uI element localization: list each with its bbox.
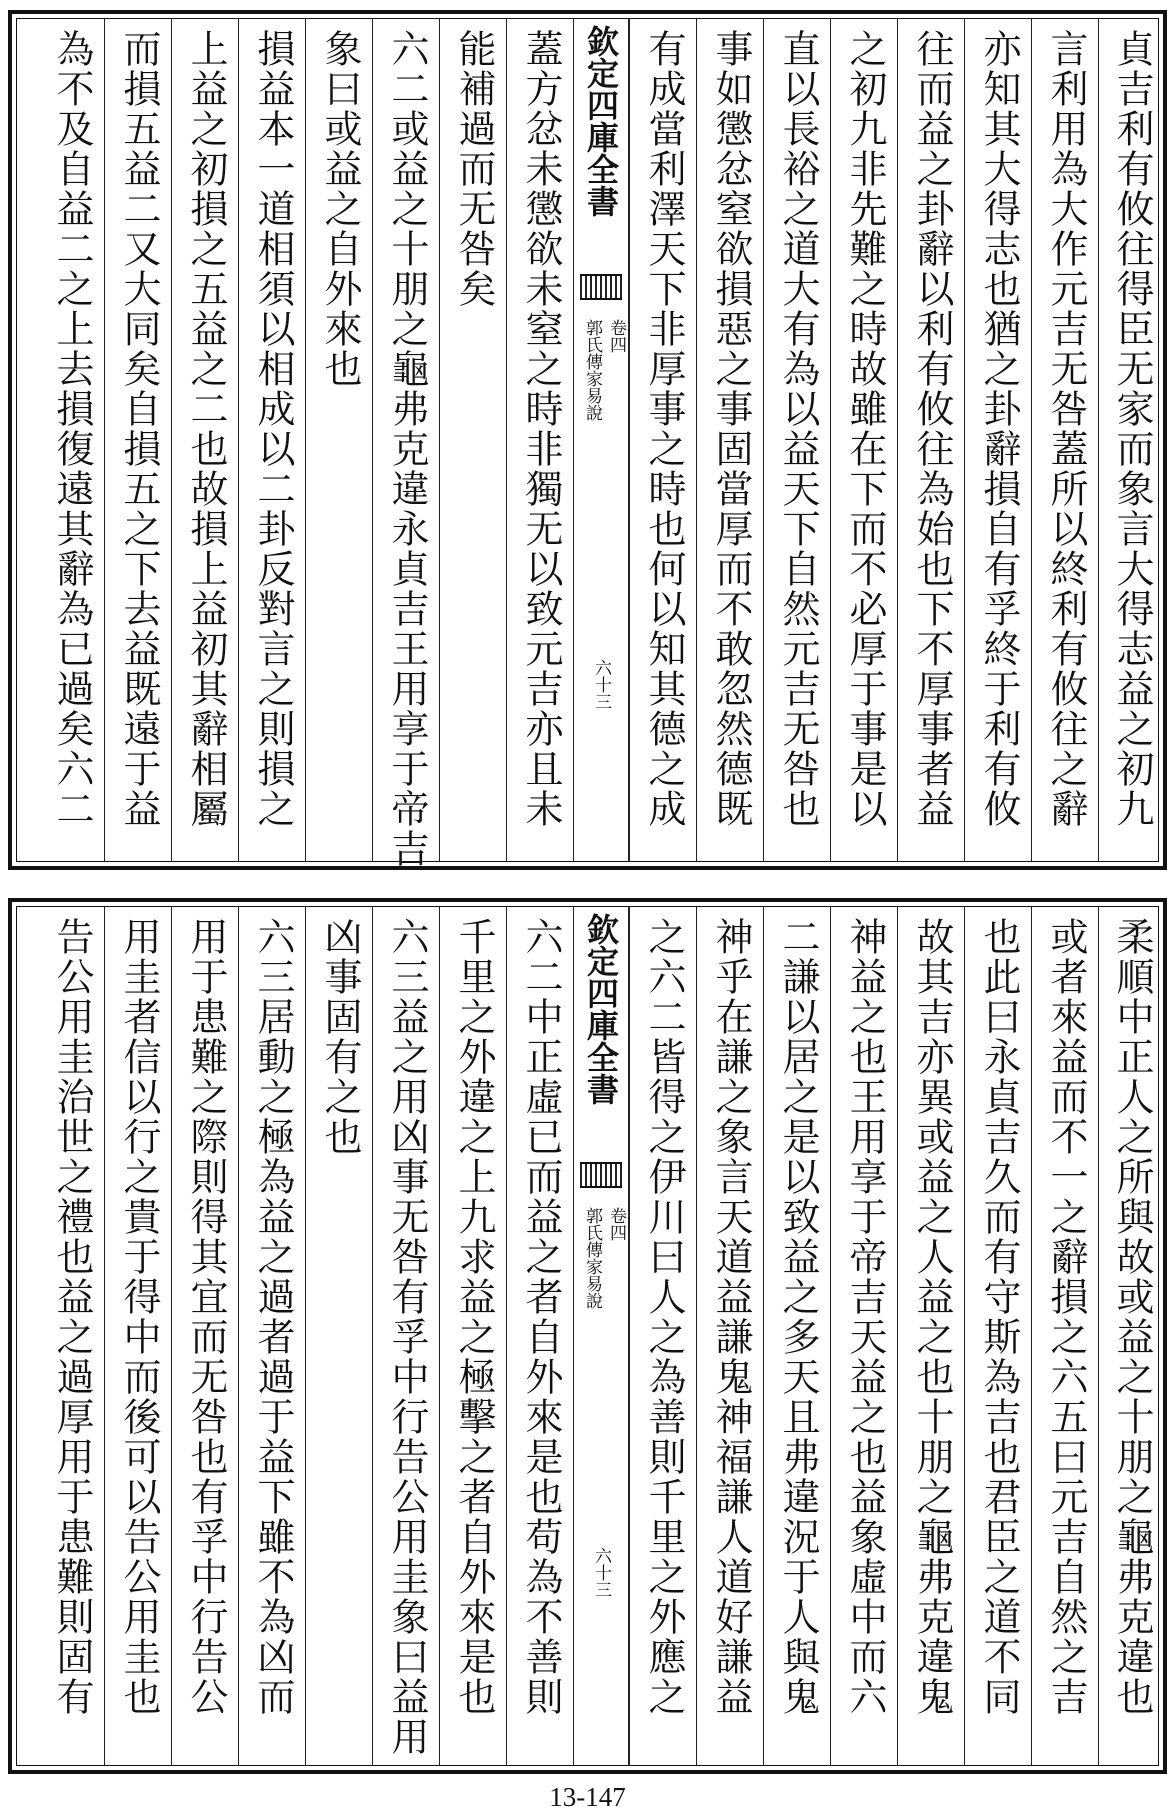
text-column: 而損五益二又大同矣自損五之下去益既遠于益: [104, 19, 171, 861]
fishtail-mark-icon: [580, 274, 622, 300]
text-column: 能補過而无咎矣: [439, 19, 506, 861]
bottom-page: [8, 898, 1167, 1774]
text-column: 告公用圭治世之禮也益之過厚用于患難則固有: [50, 917, 94, 1717]
text-column: 六三益之用凶事无咎有孚中行告公用圭象曰益用: [372, 907, 439, 1765]
text-column: 蓋方忿未懲欲未窒之時非獨无以致元吉亦且未: [506, 19, 573, 861]
book-title: 欽定四庫全書: [582, 913, 620, 1105]
text-column: 為不及自益二之上去損復遠其辭為已過矣六二: [50, 29, 94, 829]
text-column: 往而益之卦辭以利有攸往為始也下不厚事者益: [897, 19, 964, 861]
work-title: 郭氏傳家易說: [582, 319, 602, 421]
folio-number: 六十三: [591, 659, 611, 710]
text-column: 亦知其大得志也猶之卦辭損自有孚終于利有攸: [964, 19, 1031, 861]
text-column: 損益本一道相須以相成以二卦反對言之則損之: [238, 19, 305, 861]
text-column: 凶事固有之也: [305, 907, 372, 1765]
fishtail-mark-icon: [580, 1162, 622, 1188]
banxin-center-strip: [573, 19, 629, 861]
text-column: 上益之初損之五益之二也故損上益初其辭相屬: [171, 19, 238, 861]
work-title: 郭氏傳家易說: [582, 1207, 602, 1309]
text-column: 貞吉利有攸往得臣无家而象言大得志益之初九: [1098, 19, 1164, 861]
text-column: 用于患難之際則得其宜而无咎也有孚中行告公: [171, 907, 238, 1765]
text-column: 之初九非先難之時故雖在下而不必厚于事是以: [830, 19, 897, 861]
text-column: 事如懲忿窒欲損惡之事固當厚而不敢忽然德既: [696, 19, 763, 861]
text-column: 神益之也王用享于帝吉天益之也益象虛中而六: [830, 907, 897, 1765]
text-column: 之六二皆得之伊川曰人之為善則千里之外應之: [629, 907, 696, 1765]
text-column: 或者來益而不一之辭損之六五曰元吉自然之吉: [1031, 907, 1098, 1765]
top-page: [8, 10, 1167, 870]
top-page-frame: [16, 18, 1159, 869]
page-number: 13-147: [549, 1782, 626, 1812]
banxin-center-strip: [573, 907, 629, 1765]
text-column: 象曰或益之自外來也: [305, 19, 372, 861]
text-column: 六二中正虛已而益之者自外來是也苟為不善則: [506, 907, 573, 1765]
bottom-page-frame: [16, 906, 1159, 1766]
text-column: 也此曰永貞吉久而有守斯為吉也君臣之道不同: [964, 907, 1031, 1765]
text-column: 直以長裕之道大有為以益天下自然元吉无咎也: [763, 19, 830, 861]
volume-label: 卷四: [606, 319, 626, 353]
text-column: 有成當利澤天下非厚事之時也何以知其德之成: [629, 19, 696, 861]
text-column: 六三居動之極為益之過者過于益下雖不為凶而: [238, 907, 305, 1765]
text-column: 言利用為大作元吉无咎蓋所以終利有攸往之辭: [1031, 19, 1098, 861]
folio-number: 六十三: [591, 1547, 611, 1598]
book-title: 欽定四庫全書: [582, 25, 620, 217]
text-column: 二謙以居之是以致益之多天且弗違況于人與鬼: [763, 907, 830, 1765]
text-column: 六二或益之十朋之龜弗克違永貞吉王用享于帝吉: [372, 19, 439, 861]
text-column: 神乎在謙之象言天道益謙鬼神福謙人道好謙益: [696, 907, 763, 1765]
text-column: 柔順中正人之所與故或益之十朋之龜弗克違也: [1098, 907, 1164, 1765]
text-column: 故其吉亦異或益之人益之也十朋之龜弗克違鬼: [897, 907, 964, 1765]
text-column: 千里之外違之上九求益之極擊之者自外來是也: [439, 907, 506, 1765]
text-column: 用圭者信以行之貴于得中而後可以告公用圭也: [104, 907, 171, 1765]
volume-label: 卷四: [606, 1207, 626, 1241]
